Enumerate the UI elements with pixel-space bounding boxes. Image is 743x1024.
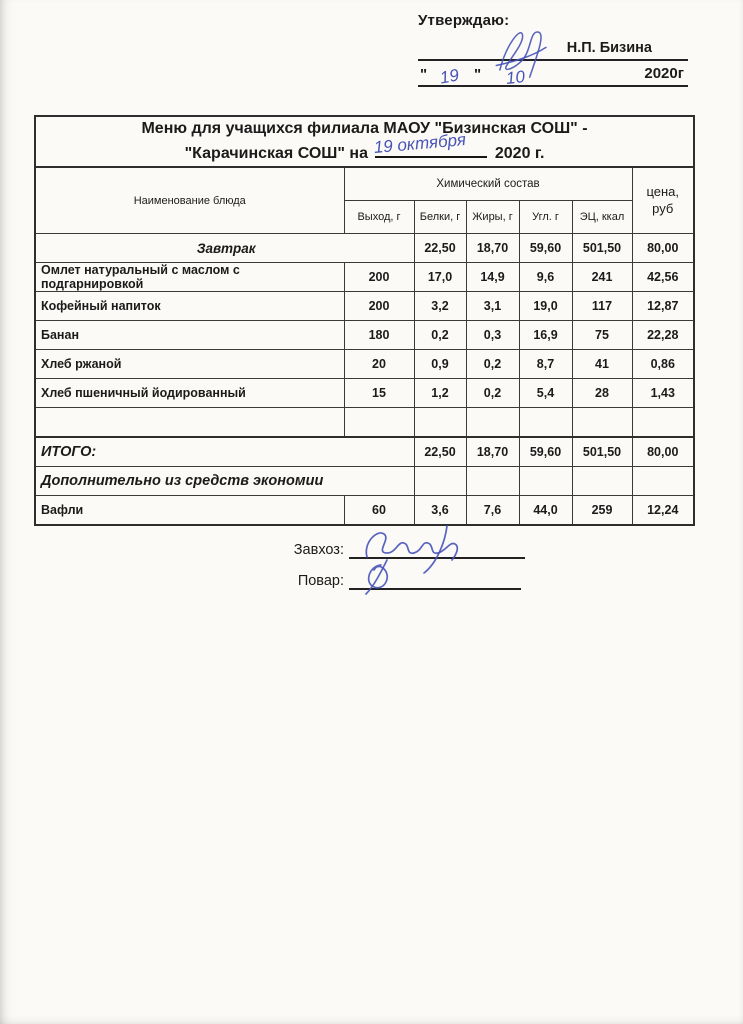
approval-signature-line (418, 29, 688, 61)
menu-title-line1: Меню для учащихся филиала МАОУ "Бизинская СОШ" - (141, 120, 588, 137)
footer-signatures (282, 537, 532, 590)
value-cell: 42,56 (632, 263, 694, 292)
dish-name-cell: Дополнительно из средств экономии (35, 467, 414, 496)
col-header-ec: ЭЦ, ккал (572, 201, 632, 234)
value-cell: 241 (572, 263, 632, 292)
close-quote: " (474, 66, 482, 83)
value-cell: 75 (572, 321, 632, 350)
value-cell: 22,50 (414, 437, 466, 467)
col-header-zhiry: Жиры, г (466, 201, 519, 234)
dish-name-cell: Омлет натуральный с маслом с подгарнировкой (35, 263, 344, 292)
menu-title-line2 (38, 129, 691, 166)
value-cell: 0,9 (414, 350, 466, 379)
value-cell: 501,50 (572, 234, 632, 263)
approval-block (418, 12, 688, 87)
value-cell: 18,70 (466, 437, 519, 467)
value-cell: 117 (572, 292, 632, 321)
handwritten-month: 10 (505, 67, 526, 88)
value-cell (572, 467, 632, 496)
value-cell (572, 408, 632, 438)
value-cell: 0,2 (466, 350, 519, 379)
approver-name: Н.П. Бизина (566, 40, 652, 56)
approval-year: 2020г (644, 65, 684, 82)
value-cell: 3,1 (466, 292, 519, 321)
value-cell: 22,28 (632, 321, 694, 350)
dish-row (35, 379, 694, 408)
value-cell: 0,2 (414, 321, 466, 350)
value-cell: 200 (344, 263, 414, 292)
dish-name-cell: Хлеб ржаной (35, 350, 344, 379)
value-cell: 12,24 (632, 496, 694, 526)
value-cell: 8,7 (519, 350, 572, 379)
value-cell (632, 408, 694, 438)
povar-signature-ink (353, 558, 409, 595)
value-cell: 0,2 (466, 379, 519, 408)
value-cell (466, 408, 519, 438)
value-cell: 22,50 (414, 234, 466, 263)
col-header-dish: Наименование блюда (35, 167, 344, 234)
handwritten-date: 19 октября (373, 129, 468, 157)
menu-title-line2-prefix: "Карачинская СОШ" на (184, 145, 368, 162)
dish-row (35, 292, 694, 321)
dish-name-cell: ИТОГО: (35, 437, 414, 467)
value-cell: 44,0 (519, 496, 572, 526)
value-cell: 3,2 (414, 292, 466, 321)
zavhoz-signature-line (349, 537, 525, 559)
value-cell: 59,60 (519, 437, 572, 467)
value-cell: 15 (344, 379, 414, 408)
value-cell: 1,2 (414, 379, 466, 408)
value-cell: 60 (344, 496, 414, 526)
col-header-ugl: Угл. г (519, 201, 572, 234)
value-cell: 259 (572, 496, 632, 526)
dish-name-cell: Завтрак (35, 234, 414, 263)
value-cell (466, 467, 519, 496)
value-cell: 20 (344, 350, 414, 379)
dish-name-cell: Кофейный напиток (35, 292, 344, 321)
value-cell: 12,87 (632, 292, 694, 321)
value-cell: 0,3 (466, 321, 519, 350)
value-cell: 0,86 (632, 350, 694, 379)
value-cell: 5,4 (519, 379, 572, 408)
approval-label: Утверждаю: (418, 12, 510, 29)
dish-row (35, 350, 694, 379)
dish-row (35, 263, 694, 292)
value-cell: 7,6 (466, 496, 519, 526)
value-cell: 16,9 (519, 321, 572, 350)
empty-row (35, 408, 694, 438)
col-header-price: цена, руб (632, 167, 694, 234)
menu-rows (35, 234, 694, 526)
value-cell (519, 467, 572, 496)
povar-label: Повар: (297, 573, 344, 589)
value-cell: 28 (572, 379, 632, 408)
value-cell (632, 467, 694, 496)
menu-table (34, 115, 695, 526)
zavhoz-row (282, 537, 532, 559)
value-cell: 80,00 (632, 234, 694, 263)
menu-title (35, 116, 694, 167)
value-cell: 19,0 (519, 292, 572, 321)
value-cell: 80,00 (632, 437, 694, 467)
dish-name-cell: Хлеб пшеничный йодированный (35, 379, 344, 408)
subheader-row (35, 467, 694, 496)
value-cell: 9,6 (519, 263, 572, 292)
dish-name-cell: Вафли (35, 496, 344, 526)
value-cell: 200 (344, 292, 414, 321)
value-cell: 14,9 (466, 263, 519, 292)
value-cell: 1,43 (632, 379, 694, 408)
dish-name-cell (35, 408, 344, 438)
handwritten-day: 19 (438, 65, 461, 88)
value-cell: 501,50 (572, 437, 632, 467)
total-row (35, 437, 694, 467)
handwritten-date-slot (373, 129, 487, 158)
value-cell (414, 467, 466, 496)
col-header-belki: Белки, г (414, 201, 466, 234)
value-cell: 18,70 (466, 234, 519, 263)
title-row (35, 116, 694, 167)
section-row (35, 234, 694, 263)
value-cell: 41 (572, 350, 632, 379)
value-cell (414, 408, 466, 438)
zavhoz-label: Завхоз: (293, 542, 344, 558)
povar-signature-line (349, 568, 521, 590)
header-row-1 (35, 167, 694, 201)
menu-title-line2-suffix: 2020 г. (494, 145, 545, 162)
director-signature-ink (470, 23, 565, 79)
value-cell (519, 408, 572, 438)
value-cell (344, 408, 414, 438)
dish-row (35, 321, 694, 350)
open-quote: " (420, 66, 428, 83)
col-header-chem-group: Химический состав (344, 167, 632, 201)
value-cell: 59,60 (519, 234, 572, 263)
dish-name-cell: Банан (35, 321, 344, 350)
value-cell: 17,0 (414, 263, 466, 292)
povar-row (282, 568, 532, 590)
value-cell: 3,6 (414, 496, 466, 526)
value-cell: 180 (344, 321, 414, 350)
col-header-vyhod: Выход, г (344, 201, 414, 234)
